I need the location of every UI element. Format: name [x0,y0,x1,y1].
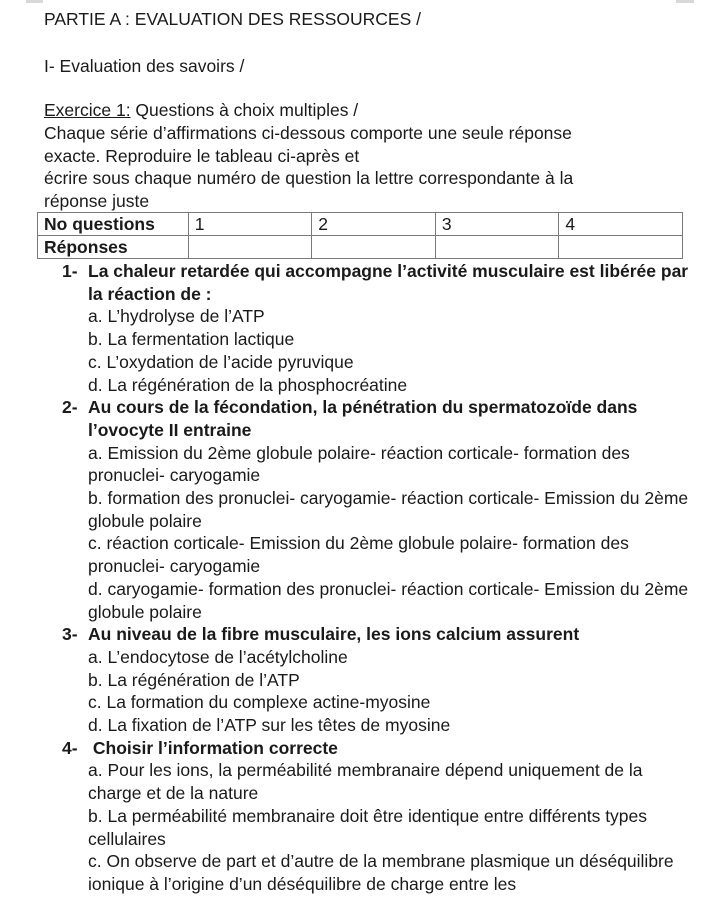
question-item [62,396,692,623]
instructions-line: Chaque série d’affirmations ci-dessous comporte une seule réponse [44,123,572,143]
question-item [62,260,692,396]
part-title: PARTIE A : EVALUATION DES RESSOURCES / [44,9,422,29]
answer-table [37,212,683,259]
question-number: 1- [62,261,78,281]
instructions-line: exacte. Reproduire le tableau ci-après et [44,145,360,166]
row-header-questions: No questions [38,213,189,236]
option-item: a. L’hydrolyse de l’ATP [88,306,265,327]
question-item [62,623,692,737]
question-number-cell: 2 [312,213,436,236]
question-text: Au cours de la fécondation, la pénétration du spermatozoïde dans l’ovocyte II entraine [88,397,638,440]
question-title [62,623,692,646]
option-item: c. réaction corticale- Emission du 2ème globule polaire- formation des pronuclei- caryogamie [88,533,629,577]
question-title [62,737,692,760]
option-item: b. La perméabilité membranaire doit être identique entre différents types cellulaires [88,805,648,849]
question-text: Choisir l’information correcte [88,737,338,758]
option-item: d. La fixation de l’ATP sur les têtes de myosine [88,715,451,736]
answer-cell[interactable] [435,236,559,259]
instructions-line: écrire sous chaque numéro de question la lettre correspondante à la [44,168,574,188]
question-number-cell: 3 [435,213,559,236]
question-list [62,260,692,896]
option-item: c. L’oxydation de l’acide pyruvique [88,351,354,372]
table-row-questions [38,213,683,236]
option-item: a. Emission du 2ème globule polaire- réaction corticale- formation des pronuclei- caryogamie [88,442,630,486]
exercise-heading [44,99,358,121]
option-item: d. caryogamie- formation des pronuclei- réaction corticale- Emission du 2ème globule polaire [88,578,689,622]
exercise-label: Exercice 1: [44,100,131,120]
option-item: a. L’endocytose de l’acétylcholine [88,646,348,667]
question-number: 3- [62,624,78,645]
question-text: Au niveau de la fibre musculaire, les ions calcium assurent [88,624,580,645]
page-edge-mark-right [676,0,694,3]
page-edge-mark-left [26,0,43,3]
instructions [44,122,644,212]
question-item [62,737,692,896]
option-item: b. La fermentation lactique [88,329,295,350]
option-item: c. La formation du complexe actine-myosine [88,692,431,713]
table-row-answers [38,236,683,259]
question-number: 2- [62,397,78,418]
answer-cell[interactable] [312,236,436,259]
answer-cell[interactable] [559,236,683,259]
option-item: c. On observe de part et d’autre de la membrane plasmique un déséquilibre ionique à l’origine d’un déséquilibre de charge entre les [88,851,674,894]
question-text: La chaleur retardée qui accompagne l’activité musculaire est libérée par la réaction de : [88,261,689,304]
instructions-line: réponse juste [44,190,150,211]
exercise-title: Questions à choix multiples / [130,100,359,120]
question-title [62,260,692,305]
option-item: d. La régénération de la phosphocréatine [88,374,408,395]
option-item: b. La régénération de l’ATP [88,669,300,690]
option-item: b. formation des pronuclei- caryogamie- réaction corticale- Emission du 2ème globule polaire [88,488,689,531]
section-title: I- Evaluation des savoirs / [44,56,245,76]
answer-cell[interactable] [188,236,312,259]
option-item: a. Pour les ions, la perméabilité membranaire dépend uniquement de la charge et de la nature [88,760,643,804]
question-number-cell: 1 [188,213,312,236]
row-header-answers: Réponses [38,236,189,259]
question-number-cell: 4 [559,213,683,236]
question-number: 4- [62,737,78,758]
question-title [62,396,692,441]
